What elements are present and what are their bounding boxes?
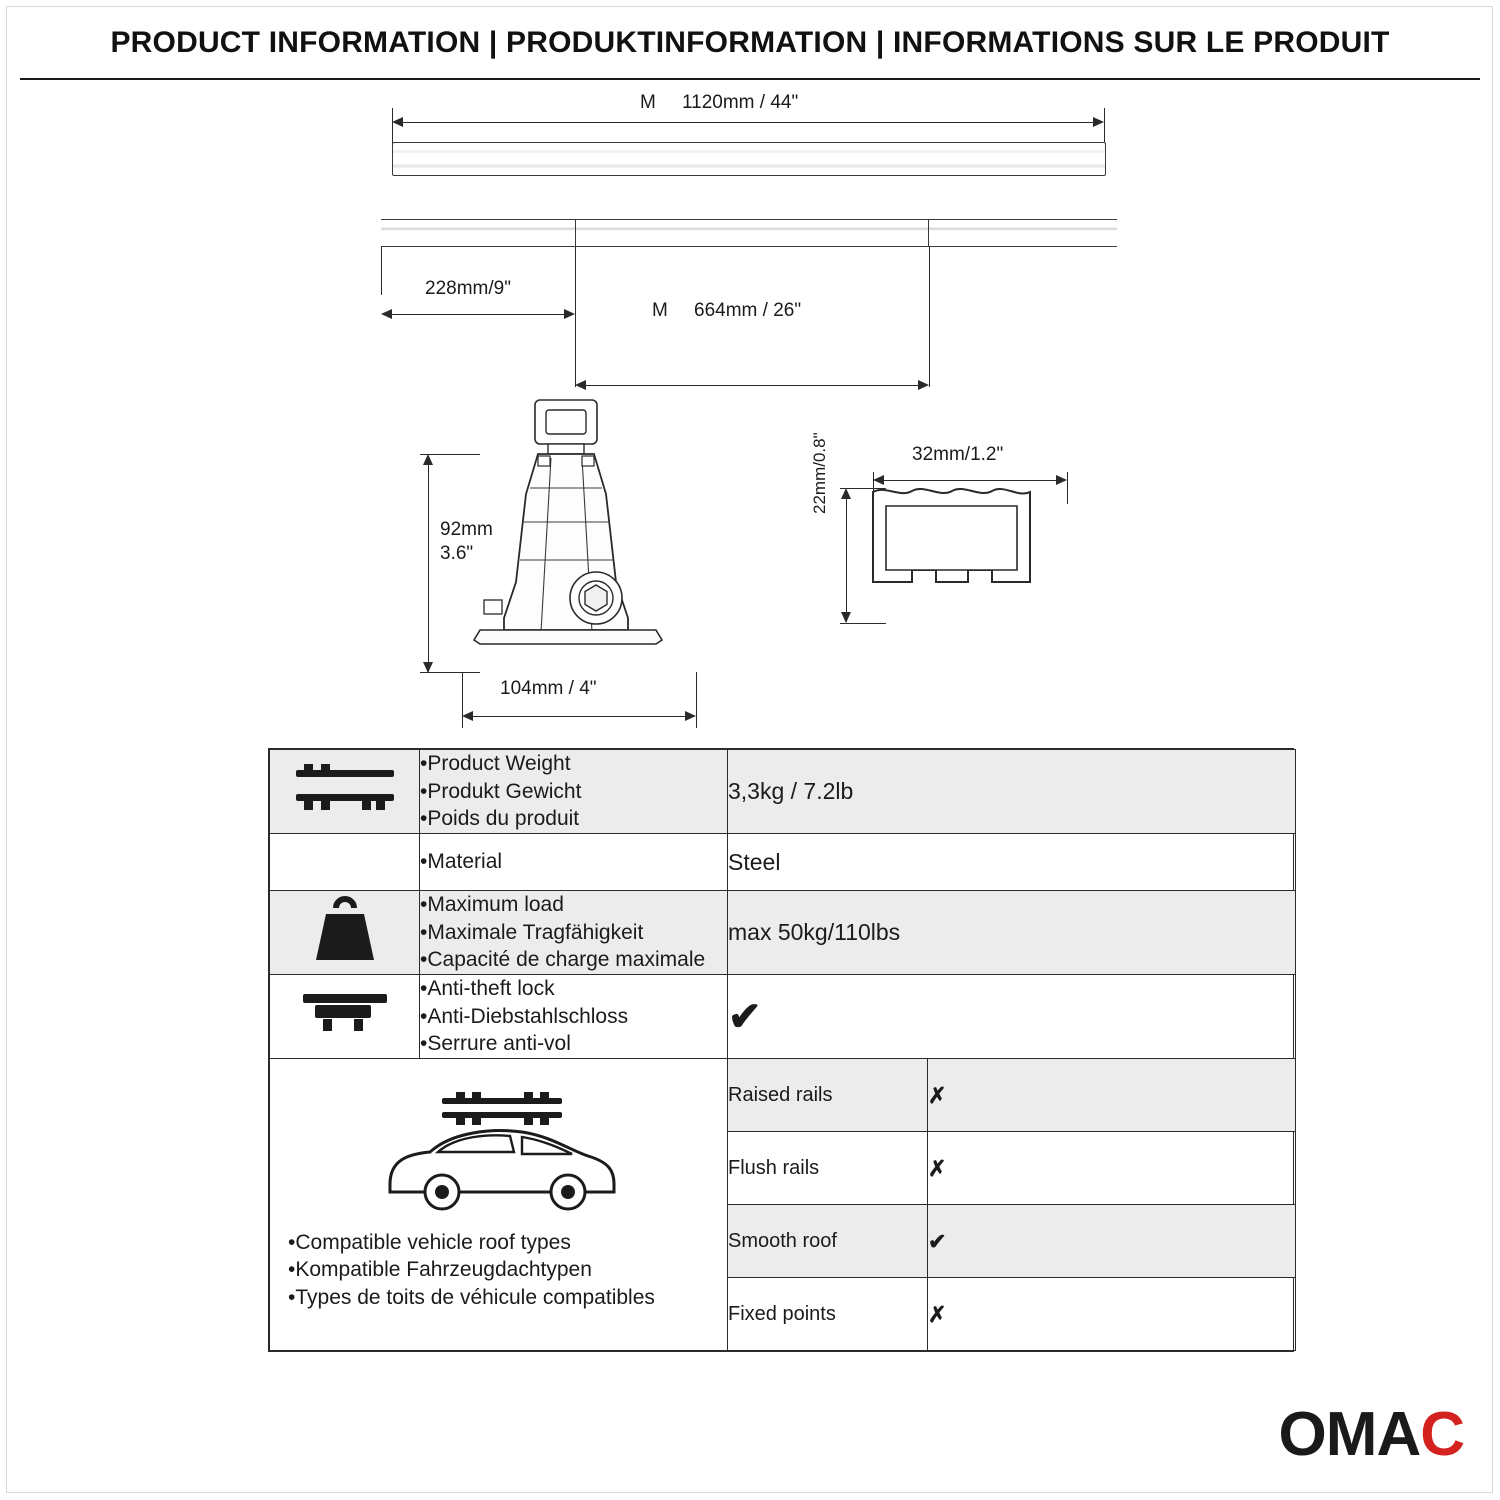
compatibility-label-cell [270, 1059, 728, 1351]
dim-arrow-profile-up [841, 488, 851, 499]
maxload-label-cell [420, 890, 728, 974]
material-value: Steel [728, 834, 1296, 891]
dim-line-offset [387, 314, 569, 315]
dim-arrow-height-up [423, 454, 433, 465]
profile-height-value: 22mm/0.8" [810, 432, 829, 514]
lock-icon [297, 986, 393, 1042]
dim-arrow-span-right [918, 380, 929, 390]
antitheft-label-cell [420, 975, 728, 1059]
span-symbol: M [652, 300, 668, 321]
dim-line-profile-width [879, 480, 1061, 481]
weight-label-fr: •Poids du produit [420, 807, 580, 831]
dim-line-foot-height [428, 460, 429, 672]
roof-type-fixed-points-label: Fixed points [728, 1278, 928, 1351]
logo-letter-a: A [1376, 1400, 1421, 1469]
dim-line-bar-length [398, 122, 1098, 123]
weight-icon [306, 892, 384, 968]
title-divider [20, 78, 1480, 80]
dim-arrow-offset-right [564, 309, 575, 319]
dim-arrow-right [1093, 117, 1104, 127]
material-label-en: •Material [420, 850, 503, 874]
technical-drawing [0, 82, 1500, 742]
crossbar-top-view-feet-marks [575, 219, 929, 247]
roof-type-flush-rails-label: Flush rails [728, 1132, 928, 1205]
dim-line-profile-height [846, 494, 847, 622]
bar-length-value: 1120mm / 44" [682, 92, 799, 113]
span-value: 664mm / 26" [694, 300, 802, 321]
dim-arrow-offset-left [381, 309, 392, 319]
maxload-label-en: •Maximum load [420, 892, 564, 916]
roof-type-raised-rails-value: ✗ [928, 1082, 947, 1108]
roof-type-flush-rails-value: ✗ [928, 1155, 947, 1181]
antitheft-value-cell [728, 975, 1296, 1059]
crossbars-icon [290, 758, 400, 820]
crossbars-icon-cell [270, 750, 420, 834]
dim-arrow-width-left [462, 711, 473, 721]
table-row [270, 834, 1296, 891]
compat-label-en: •Compatible vehicle roof types [288, 1230, 571, 1254]
foot-width-value: 104mm / 4" [500, 678, 597, 699]
dim-arrow-profile-down [841, 612, 851, 623]
offset-dim-value: 228mm/9" [425, 278, 511, 299]
dim-line-foot-width [468, 716, 690, 717]
roof-type-fixed-points-value: ✗ [928, 1301, 947, 1327]
weight-icon-cell [270, 890, 420, 974]
ext-line-width-right [696, 672, 697, 728]
bar-length-symbol: M [640, 92, 656, 113]
antitheft-label-en: •Anti-theft lock [420, 977, 555, 1001]
table-row [270, 890, 1296, 974]
compat-label-fr: •Types de toits de véhicule compatibles [288, 1286, 655, 1310]
roof-type-smooth-roof-value-cell [928, 1205, 1296, 1278]
roof-type-flush-rails-value-cell [928, 1132, 1296, 1205]
roof-type-raised-rails-label: Raised rails [728, 1059, 928, 1132]
compat-label-de: •Kompatible Fahrzeugdachtypen [288, 1258, 592, 1282]
material-label-cell [420, 834, 728, 891]
ext-line-a [381, 247, 382, 295]
antitheft-label-fr: •Serrure anti-vol [420, 1032, 571, 1056]
weight-label-de: •Produkt Gewicht [420, 779, 582, 803]
logo-letter-c: C [1420, 1400, 1464, 1469]
antitheft-check: ✔ [728, 994, 762, 1039]
logo-letter-m: M [1325, 1400, 1377, 1469]
brand-logo [1278, 1400, 1464, 1469]
crossbar-side-view [392, 142, 1106, 176]
table-row [270, 1059, 1296, 1132]
ext-line-c [929, 247, 930, 387]
roof-type-fixed-points-value-cell [928, 1278, 1296, 1351]
antitheft-label-de: •Anti-Diebstahlschloss [420, 1004, 629, 1028]
maxload-label-fr: •Capacité de charge maximale [420, 948, 706, 972]
page-title: PRODUCT INFORMATION | PRODUKTINFORMATION | INFORMATIONS SUR LE PRODUIT [110, 26, 1390, 59]
maxload-label-de: •Maximale Tragfähigkeit [420, 920, 644, 944]
lock-icon-cell [270, 975, 420, 1059]
roof-type-smooth-roof-value: ✔ [928, 1228, 947, 1254]
ext-line-b [575, 247, 576, 387]
foot-height-in: 3.6" [440, 543, 474, 564]
ext-line-height-top [420, 454, 480, 455]
weight-label-cell [420, 750, 728, 834]
logo-letter-o: O [1278, 1400, 1326, 1469]
roof-type-raised-rails-value-cell [928, 1059, 1296, 1132]
material-icon-cell [270, 834, 420, 891]
weight-value: 3,3kg / 7.2lb [728, 750, 1296, 834]
table-row [270, 975, 1296, 1059]
roof-type-smooth-roof-label: Smooth roof [728, 1205, 928, 1278]
table-row [270, 750, 1296, 834]
dim-arrow-width-right [685, 711, 696, 721]
maxload-value: max 50kg/110lbs [728, 890, 1296, 974]
weight-label-en: •Product Weight [420, 752, 571, 775]
dim-arrow-left [392, 117, 403, 127]
ext-line-width-left [462, 672, 463, 728]
dim-arrow-profile-left [873, 475, 884, 485]
ext-line-profile-top [840, 488, 886, 489]
ext-line-profile-right [1067, 472, 1068, 504]
ext-line-height-bottom [420, 672, 480, 673]
product-spec-table [268, 748, 1294, 1352]
car-with-rack-icon [364, 1088, 634, 1218]
foot-height-mm: 92mm [440, 519, 493, 540]
profile-width-value: 32mm/1.2" [912, 444, 1004, 465]
ext-line-profile-bottom [840, 623, 886, 624]
dim-arrow-profile-right [1056, 475, 1067, 485]
